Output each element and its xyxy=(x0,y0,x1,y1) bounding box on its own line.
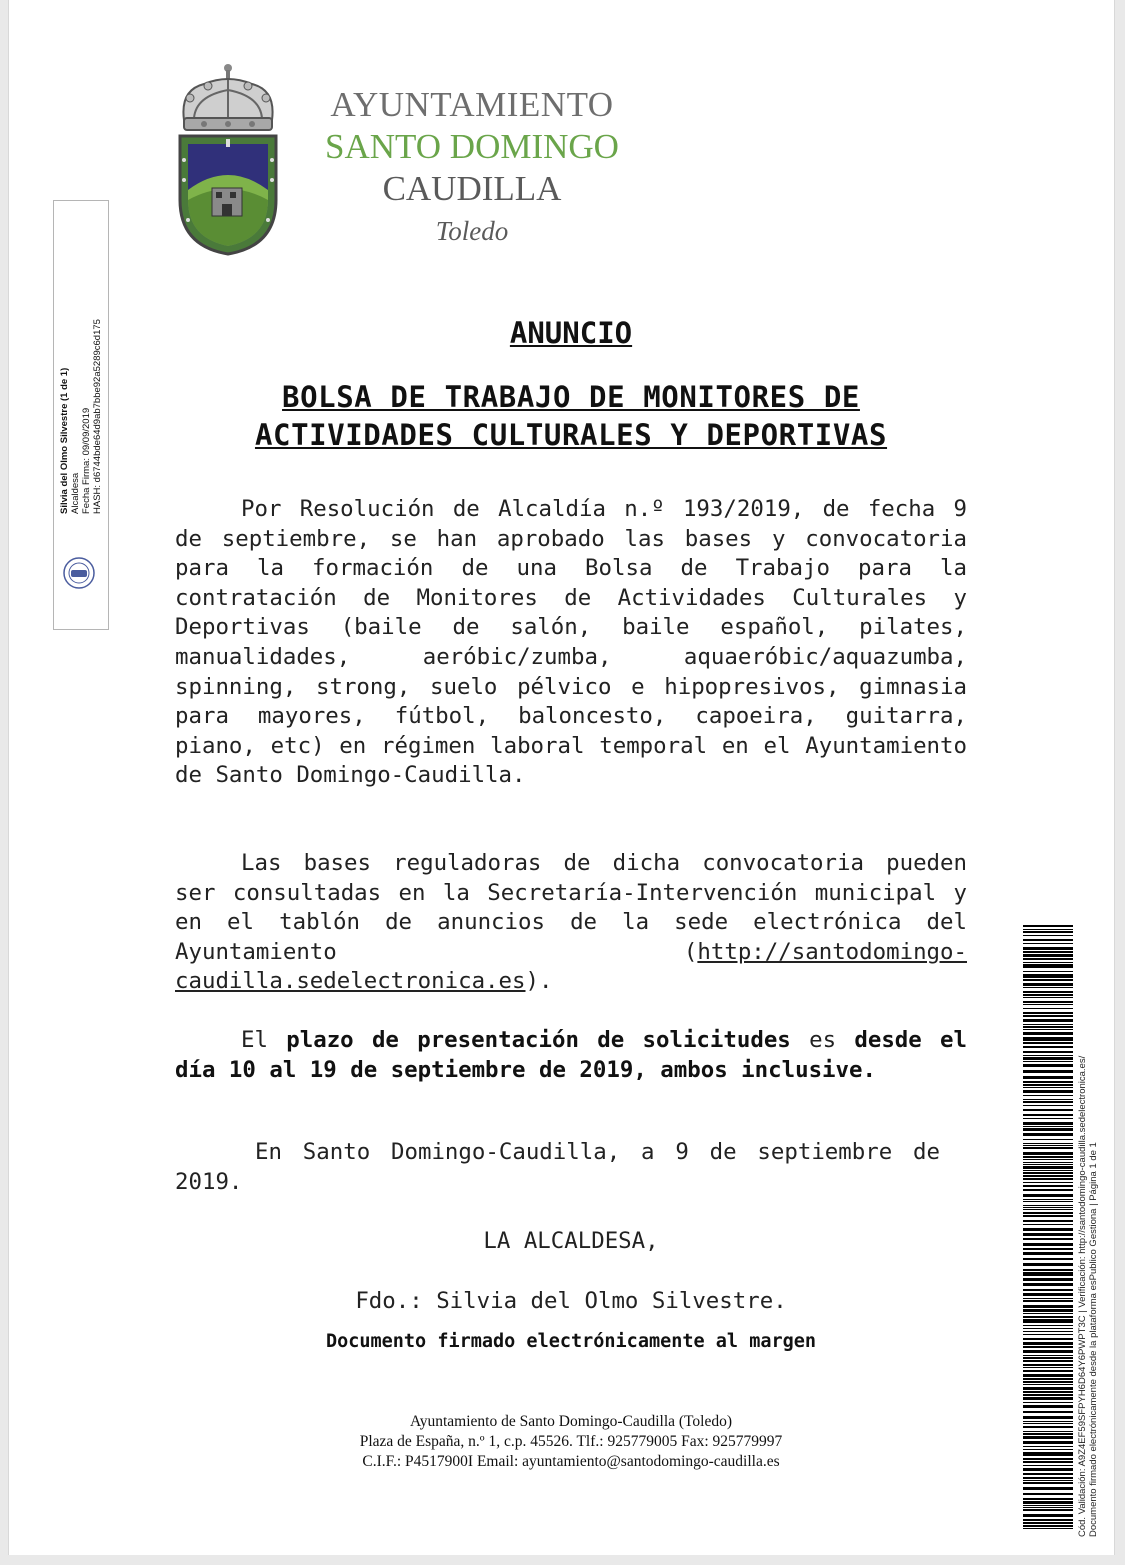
org-line-4: Toledo xyxy=(435,216,509,246)
place-date-text: En Santo Domingo-Caudilla, a 9 de septiembre de 2019. xyxy=(175,1139,940,1195)
document-subtitle xyxy=(175,378,967,454)
footer-line-2: Plaza de España, n.º 1, c.p. 45526. Tlf.: 925779005 Fax: 925779997 xyxy=(359,1433,783,1450)
paragraph-resolution xyxy=(175,495,967,791)
coat-of-arms-icon xyxy=(174,60,282,258)
paragraph-place-date xyxy=(175,1138,940,1197)
paragraph-2-text: Las bases reguladoras de dicha convocatoria pueden ser consultadas en la Secretaría-Intervención municipal y en el tablón de anuncios de la sede electrónica del Ayuntamiento ( xyxy=(175,850,967,965)
signer-line: Silvia del Olmo Silvestre (1 de 1) xyxy=(59,367,70,514)
hash-line: HASH: d6744bde64d9ab7bbe92a5289c6d175 xyxy=(92,319,103,514)
deadline-part-3: es xyxy=(809,1027,837,1053)
verification-text xyxy=(1077,937,1099,1537)
sign-date-line: Fecha Firma: 09/09/2019 xyxy=(81,407,92,514)
signature-text xyxy=(59,274,111,514)
verification-line-2: Documento firmado electrónicamente desde la plataforma esPublico Gestiona | Página 1 de 1 xyxy=(1088,1142,1099,1537)
footer-line-1: Ayuntamiento de Santo Domingo-Caudilla (Toledo) xyxy=(409,1413,733,1430)
paragraph-2-end: ). xyxy=(525,968,553,995)
footer xyxy=(175,1412,967,1472)
seal-icon xyxy=(62,556,96,590)
signer-role-line: Alcaldesa xyxy=(70,472,81,514)
document-page xyxy=(8,0,1115,1555)
paragraph-1-text: Por Resolución de Alcaldía n.º 193/2019, de fecha 9 de septiembre, se han aprobado las bases y convocatoria para la formación de una Bolsa de Trabajo para la contratación de Monitores de Actividades Culturales y Deportivas (baile de salón, baile español, pilates, manualidades, aeróbic/zumba, aquaeróbic/aquazumba, spinning, strong, suelo pélvico e hipopresivos, gimnasia para mayores, fútbol, baloncesto, capoeira, guitarra, piano, etc) en régimen laboral temporal en el Ayuntamiento de Santo Domingo-Caudilla. xyxy=(175,496,967,789)
sede-electronica-link[interactable]: http://santodomingo-caudilla.sedelectronica.es xyxy=(175,938,967,995)
document-title: ANUNCIO xyxy=(509,316,633,350)
subtitle-line-1: BOLSA DE TRABAJO DE MONITORES DE xyxy=(282,380,860,414)
signer-name: Fdo.: Silvia del Olmo Silvestre. xyxy=(355,1288,787,1314)
signed-note: Documento firmado electrónicamente al margen xyxy=(325,1331,817,1352)
org-line-3: CAUDILLA xyxy=(382,169,562,208)
barcode-icon xyxy=(1023,925,1073,1535)
signer-role: LA ALCALDESA, xyxy=(483,1228,659,1254)
paragraph-deadline xyxy=(175,1026,967,1085)
footer-line-3: C.I.F.: P4517900I Email: ayuntamiento@santodomingo-caudilla.es xyxy=(362,1453,780,1470)
deadline-part-1: El xyxy=(241,1027,268,1053)
org-line-1: AYUNTAMIENTO xyxy=(330,85,614,124)
org-line-2: SANTO DOMINGO xyxy=(325,127,619,166)
municipality-name xyxy=(289,84,655,250)
subtitle-line-2: ACTIVIDADES CULTURALES Y DEPORTIVAS xyxy=(254,418,888,452)
deadline-part-4: desde el día 10 al 19 de septiembre de 2019, ambos inclusive xyxy=(175,1027,968,1083)
deadline-part-5: . xyxy=(862,1056,876,1083)
deadline-part-2: plazo de presentación de solicitudes xyxy=(286,1027,791,1053)
verification-line-1: Cód. Validación: A9Z4EF59SFPYH6D64Y6PWPT3C | Verificación: http://santodomingo-caudilla.sedelectronica.es/ xyxy=(1077,1055,1088,1537)
paragraph-bases xyxy=(175,849,967,997)
